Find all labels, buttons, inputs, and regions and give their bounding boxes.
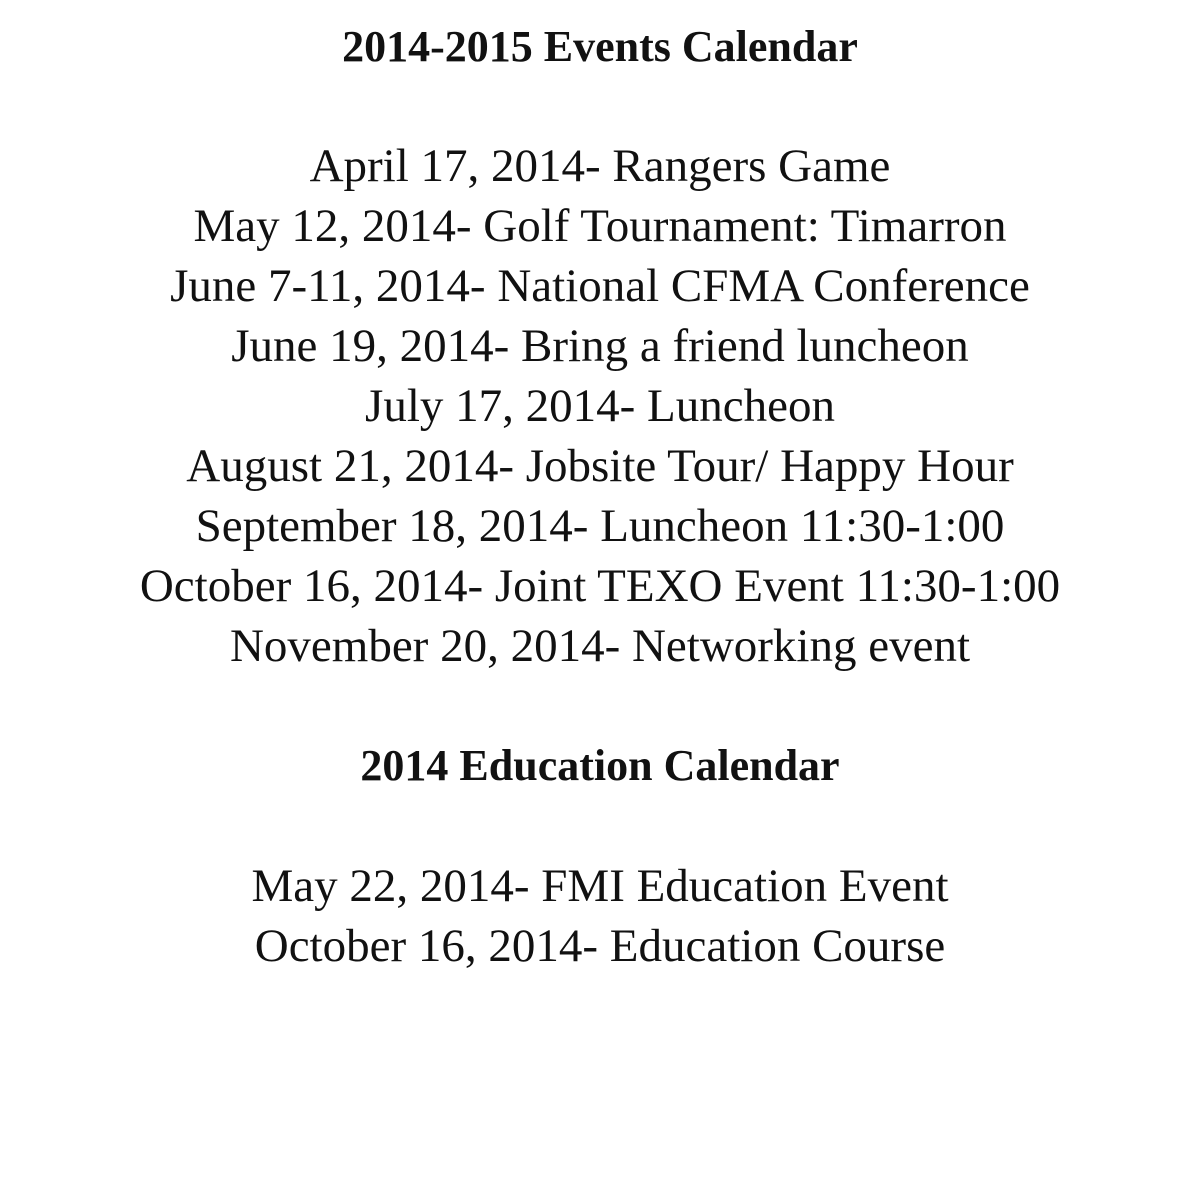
events-calendar-heading: 2014-2015 Events Calendar — [342, 22, 858, 71]
event-item: May 12, 2014- Golf Tournament: Timarron — [193, 200, 1007, 252]
education-item: May 22, 2014- FMI Education Event — [251, 860, 949, 912]
education-calendar-heading: 2014 Education Calendar — [360, 741, 840, 790]
education-item: October 16, 2014- Education Course — [254, 920, 946, 972]
event-item: June 19, 2014- Bring a friend luncheon — [231, 320, 969, 372]
event-item: August 21, 2014- Jobsite Tour/ Happy Hour — [186, 440, 1014, 492]
event-item: September 18, 2014- Luncheon 11:30-1:00 — [195, 500, 1005, 552]
event-item: November 20, 2014- Networking event — [229, 620, 971, 672]
event-item: June 7-11, 2014- National CFMA Conference — [170, 260, 1030, 312]
education-list — [0, 856, 1200, 976]
event-item: October 16, 2014- Joint TEXO Event 11:30-1:00 — [139, 560, 1061, 612]
event-item: April 17, 2014- Rangers Game — [309, 140, 891, 192]
events-list — [0, 136, 1200, 676]
event-item: July 17, 2014- Luncheon — [365, 380, 835, 432]
